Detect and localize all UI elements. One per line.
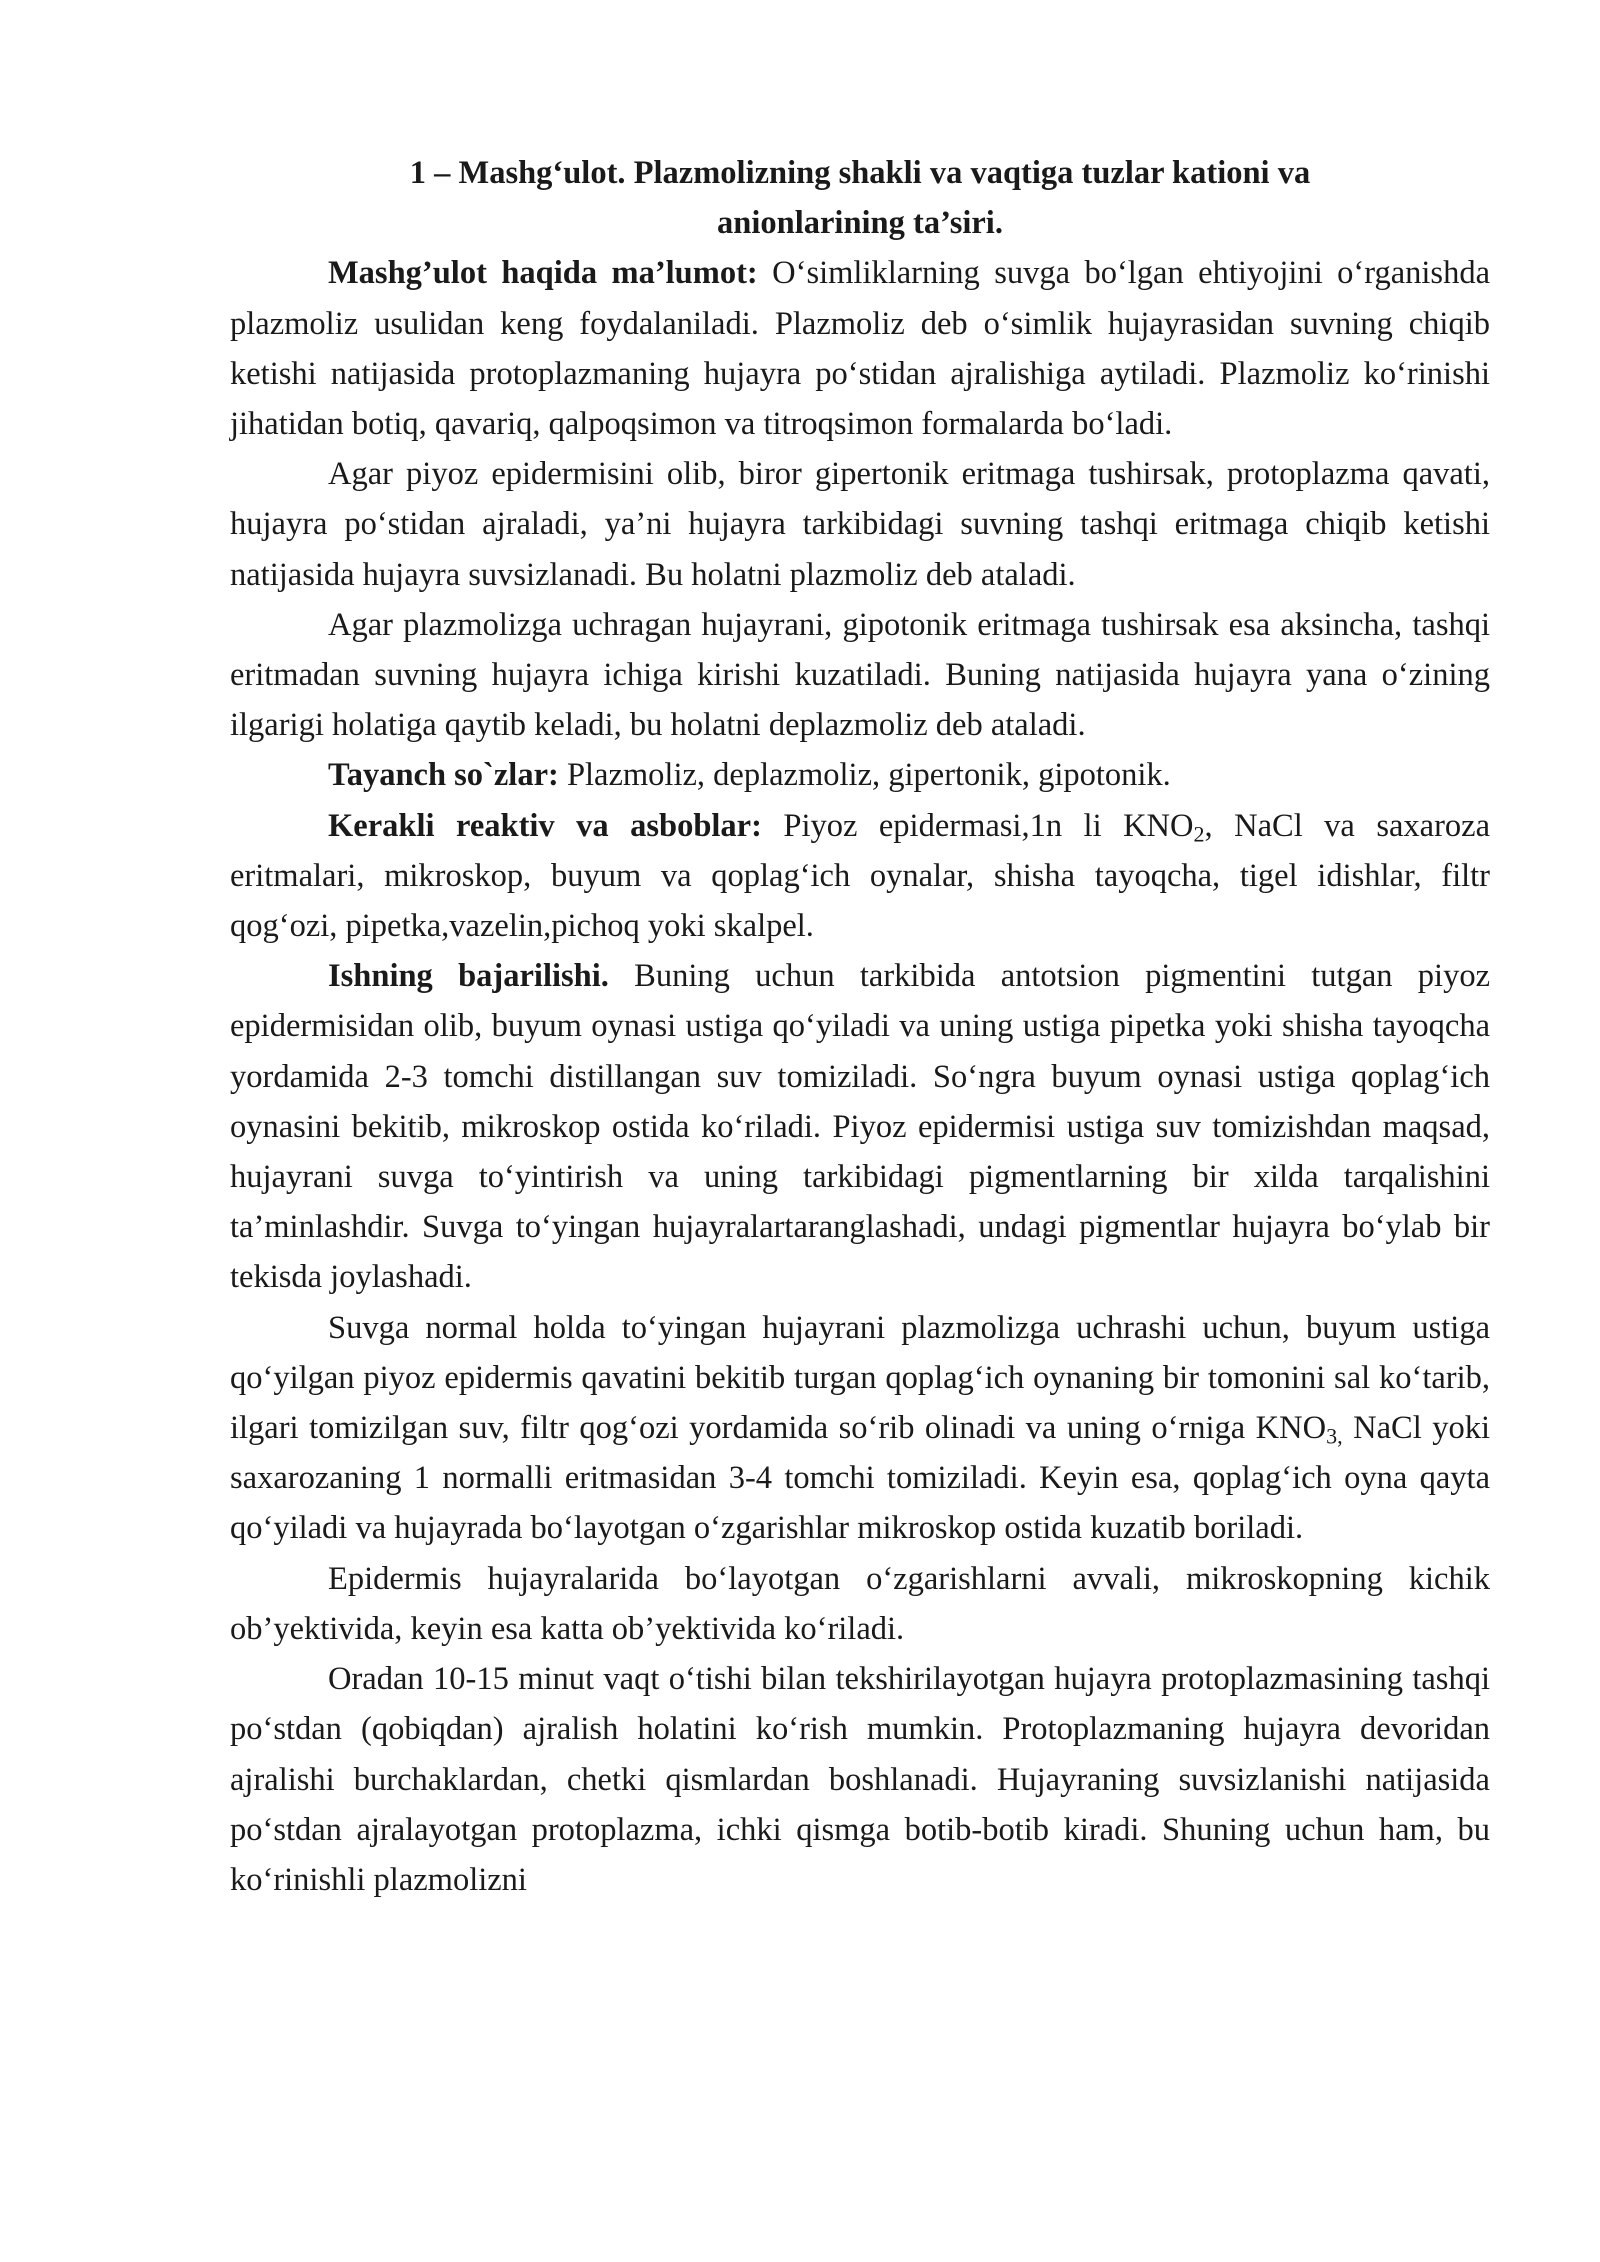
materials-text-b: , NaCl va saxaroza eritmalari, mikroskop, buyum va qoplag‘ich oynalar, shisha tayoqcha, tigel idishlar, filtr qog‘ozi, pipetka,vazelin,pichoq yoki skalpel.: [230, 807, 1490, 945]
title-line-2: anionlarining ta’siri.: [717, 205, 1003, 242]
materials-heading: Kerakli reaktiv va asboblar:: [328, 807, 762, 844]
keywords-heading: Tayanch so`zlar:: [328, 757, 559, 794]
paragraph-lesson-info: [230, 248, 1490, 449]
lesson-info-text: O‘simliklarning suvga bo‘lgan ehtiyojini o‘rganishda plazmoliz usulidan keng foydalaniladi. Plazmoliz deb o‘simlik hujayrasidan suvning chiqib ketishi natijasida protoplazmaning hujayra po‘stidan ajralishiga aytiladi. Plazmoliz ko‘rinishi jihatidan botiq, qavariq, qalpoqsimon va titroqsimon formalarda bo‘ladi.: [230, 255, 1491, 443]
plasmolysis-text: Agar piyoz epidermisini olib, biror gipertonik eritmaga tushirsak, protoplazma qavati, hujayra po‘stidan ajraladi, ya’ni hujayra tarkibidagi suvning tashqi eritmaga chiqib ketishi natijasida hujayra suvsizlanadi. Bu holatni plazmoliz deb ataladi.: [230, 456, 1490, 593]
materials-text-a: Piyoz epidermasi,1n li KNO: [761, 807, 1194, 844]
title-line-1: 1 – Mashg‘ulot. Plazmolizning shakli va vaqtiga tuzlar kationi va: [409, 155, 1311, 191]
document-page: [230, 148, 1490, 1905]
paragraph-keywords: [230, 750, 1490, 800]
observation-text: Epidermis hujayralarida bo‘layotgan o‘zgarishlarni avvali, mikroskopning kichik ob’yektivida, keyin esa katta ob’yektivida ko‘riladi.: [230, 1560, 1490, 1647]
keywords-text: Plazmoliz, deplazmoliz, gipertonik, gipotonik.: [558, 757, 1171, 794]
induction-subscript: 3,: [1326, 1423, 1343, 1449]
materials-subscript: 2: [1193, 821, 1205, 847]
deplasmolysis-text: Agar plazmolizga uchragan hujayrani, gipotonik eritmaga tushirsak esa aksincha, tashqi eritmadan suvning hujayra ichiga kirishi kuzatiladi. Buning natijasida hujayra yana o‘zining ilgarigi holatiga qaytib keladi, bu holatni deplazmoliz deb ataladi.: [230, 606, 1490, 744]
paragraph-materials: [230, 801, 1490, 952]
paragraph-deplasmolysis: [230, 600, 1490, 751]
paragraph-observation: [230, 1554, 1490, 1654]
induction-text-a: Suvga normal holda to‘yingan hujayrani plazmolizga uchrashi uchun, buyum ustiga qo‘yilgan piyoz epidermis qavatini bekitib turgan qoplag‘ich oynaning bir tomonini sal ko‘tarib, ilgari tomizilgan suv, filtr qog‘ozi yordamida so‘rib olinadi va uning o‘rniga KNO: [230, 1309, 1490, 1447]
paragraph-procedure: [230, 951, 1490, 1302]
induction-text-b: NaCl yoki saxarozaning 1 normalli eritmasidan 3-4 tomchi tomiziladi. Keyin esa, qoplag‘ich oyna qayta qo‘yiladi va hujayrada bo‘layotgan o‘zgarishlar mikroskop ostida kuzatib boriladi.: [230, 1410, 1490, 1547]
procedure-text: Buning uchun tarkibida antotsion pigmentini tutgan piyoz epidermisidan olib, buyum oynasi ustiga qo‘yiladi va uning ustiga pipetka yoki shisha tayoqcha yordamida 2-3 tomchi distillangan suv tomiziladi. So‘ngra buyum oynasi ustiga qoplag‘ich oynasini bekitib, mikroskop ostida ko‘riladi. Piyoz epidermisi ustiga suv tomizishdan maqsad, hujayrani suvga to‘yintirish va uning tarkibidagi pigmentlarning bir xilda tarqalishini ta’minlashdir. Suvga to‘yingan hujayralartaranglashadi, undagi pigmentlar hujayra bo‘ylab bir tekisda joylashadi.: [230, 958, 1490, 1296]
paragraph-induction: [230, 1303, 1490, 1554]
page-title: [230, 148, 1490, 248]
procedure-heading: Ishning bajarilishi.: [328, 958, 609, 995]
lesson-info-heading: Mashg’ulot haqida ma’lumot:: [328, 255, 758, 292]
paragraph-result: [230, 1654, 1490, 1905]
result-text: Oradan 10-15 minut vaqt o‘tishi bilan tekshirilayotgan hujayra protoplazmasining tashqi po‘stdan (qobiqdan) ajralish holatini ko‘rish mumkin. Protoplazmaning hujayra devoridan ajralishi burchaklardan, chetki qismlardan boshlanadi. Hujayraning suvsizlanishi natijasida po‘stdan ajralayotgan protoplazma, ichki qismga botib-botib kiradi. Shuning uchun ham, bu ko‘rinishli plazmolizni: [230, 1661, 1490, 1898]
paragraph-plasmolysis: [230, 449, 1490, 600]
